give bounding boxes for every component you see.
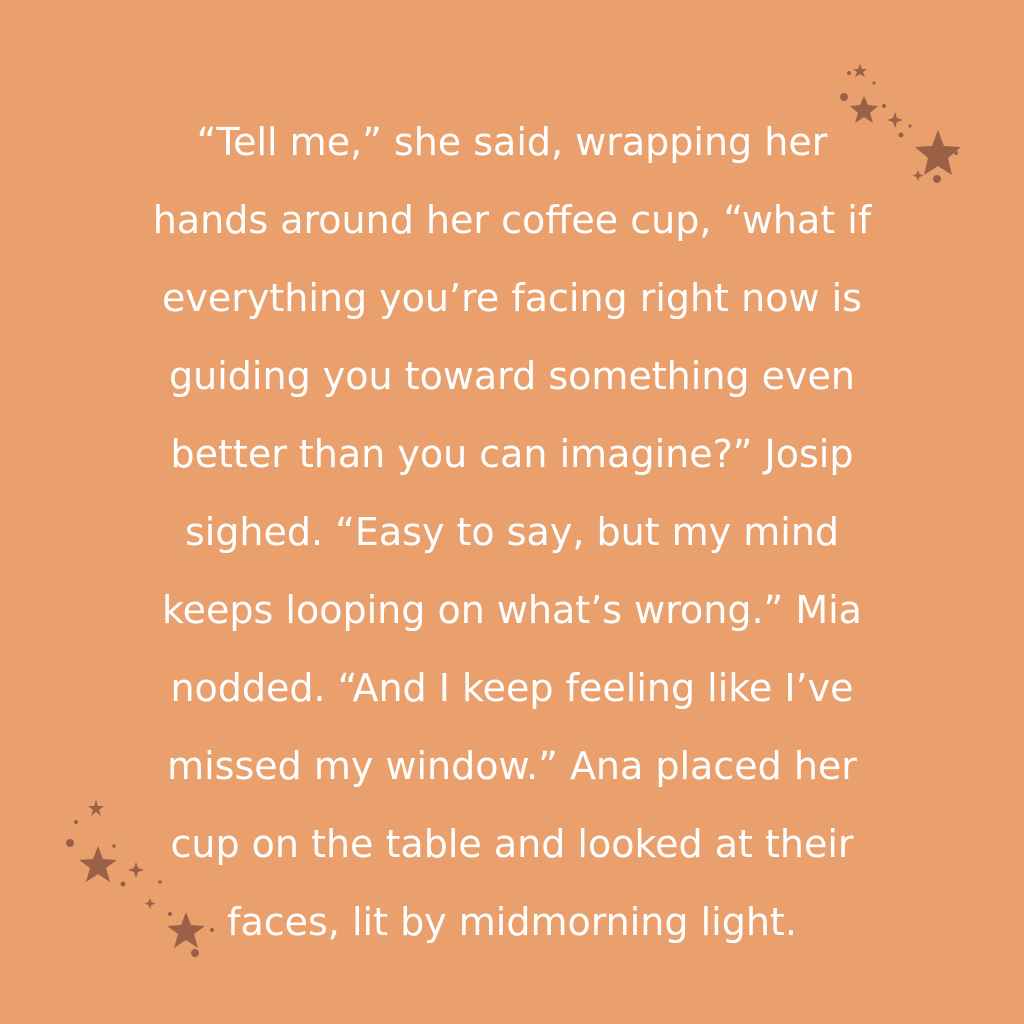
quote-line: faces, lit by midmorning light. — [227, 900, 797, 944]
star-icon — [853, 64, 867, 77]
quote-line: cup on the table and looked at their — [170, 822, 854, 866]
quote-line: missed my window.” Ana placed her — [167, 744, 857, 788]
quote-text — [40, 103, 984, 961]
quote-line: better than you can imagine?” Josip — [170, 432, 854, 476]
dot-icon — [840, 93, 848, 101]
quote-line: hands around her coffee cup, “what if — [152, 198, 872, 242]
quote-line: sighed. “Easy to say, but my mind — [184, 510, 840, 554]
quote-line: guiding you toward something even — [169, 354, 855, 398]
quote-line: nodded. “And I keep feeling like I’ve — [170, 666, 854, 710]
quote-line: “Tell me,” she said, wrapping her — [196, 120, 828, 164]
dot-icon — [847, 71, 851, 75]
quote-line: keeps looping on what’s wrong.” Mia — [162, 588, 862, 632]
dot-icon — [872, 81, 875, 84]
quote-line: everything you’re facing right now is — [162, 276, 862, 320]
